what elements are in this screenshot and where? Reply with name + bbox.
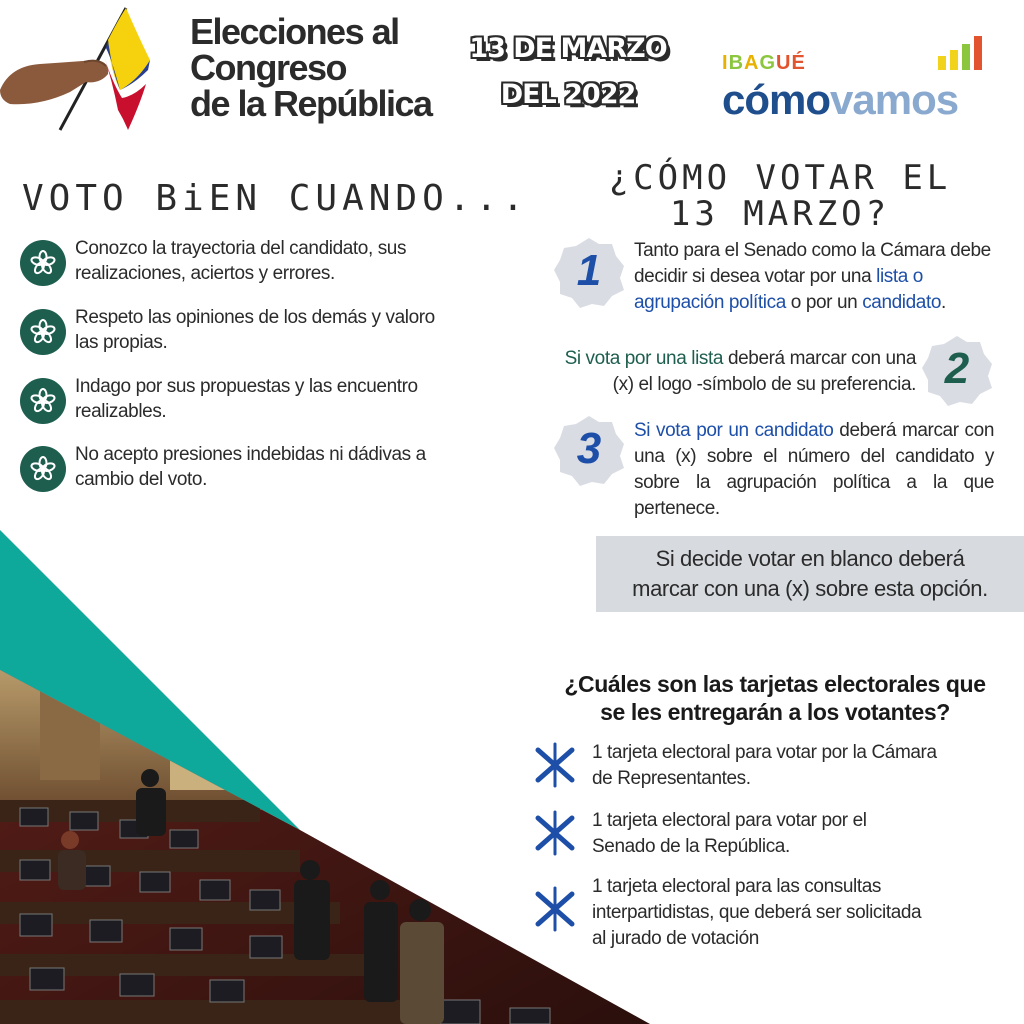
highlight-span: candidato — [862, 292, 941, 313]
card-text — [592, 740, 1002, 792]
logo-letter: B — [728, 52, 745, 74]
logo-comovamos — [722, 76, 958, 124]
logo-city-name — [722, 52, 806, 75]
logo-text-a: cómo — [722, 76, 831, 123]
title-line: de la República — [190, 83, 432, 124]
step-2-badge — [920, 334, 994, 408]
logo-text-b: vamos — [830, 76, 959, 123]
list-item — [20, 374, 450, 444]
title-line: Congreso — [190, 47, 347, 88]
step-1-badge — [552, 236, 626, 310]
ballot-cross-icon — [530, 884, 580, 934]
card-text — [592, 808, 1002, 860]
logo-letter: A — [744, 52, 760, 74]
voto-bien-title: VOTO BiEN CUANDO... — [22, 178, 529, 219]
title-line: 13 MARZO? — [669, 194, 891, 234]
step-3-badge — [552, 414, 626, 488]
asterisk-icon — [20, 378, 66, 424]
card-text — [592, 874, 1002, 952]
list-item — [530, 874, 1010, 964]
ballot-cross-icon — [530, 808, 580, 858]
text-line: de Representantes. — [592, 768, 751, 789]
text-span: . — [941, 292, 946, 313]
list-item-text: No acepto presiones indebidas ni dádivas a cambio del voto. — [75, 444, 426, 490]
list-item — [20, 305, 450, 375]
text-line: 1 tarjeta electoral para las consultas — [592, 876, 881, 897]
text-span: deberá marcar con una (x) el logo -símbolo de su preferencia. — [612, 348, 916, 395]
title-line: ¿CÓMO VOTAR EL — [608, 158, 952, 198]
list-item-text: Conozco la trayectoria del candidato, sus realizaciones, aciertos y errores. — [75, 238, 407, 284]
asterisk-icon — [20, 309, 66, 355]
asterisk-icon — [20, 446, 66, 492]
step-1-text — [634, 238, 1014, 316]
hand-flag-icon — [0, 0, 160, 140]
asterisk-icon — [20, 240, 66, 286]
text-line: 1 tarjeta electoral para votar por la Cámara — [592, 742, 937, 763]
highlight-span: lista o agrupación política — [634, 266, 923, 313]
highlight-span: Si vota por un candidato — [634, 420, 834, 441]
como-votar-title — [600, 160, 960, 232]
text-line: ¿Cuáles son las tarjetas electorales que — [564, 671, 986, 697]
step-number: 3 — [576, 424, 602, 473]
blank-vote-box — [596, 536, 1024, 612]
text-span: deberá marcar con una (x) sobre el número del candidato y sobre la agrupación política a la que pertenece. — [634, 420, 994, 519]
list-item — [20, 442, 450, 512]
text-line: Si decide votar en blanco deberá — [655, 546, 965, 571]
main-title — [190, 11, 480, 124]
list-item-text: Respeto las opiniones de los demás y valoro las propias. — [75, 307, 435, 353]
text-line: se les entregarán a los votantes? — [600, 699, 950, 725]
title-line: Elecciones al — [190, 11, 399, 52]
logo-bars-icon — [936, 36, 986, 72]
date-line: 13 DE MARZO — [469, 33, 667, 64]
text-line: al jurado de votación — [592, 928, 759, 949]
step-2-text — [556, 346, 916, 398]
election-date — [448, 26, 688, 118]
text-line: interpartidistas, que deberá ser solicitada — [592, 902, 922, 923]
logo-letter: É — [791, 52, 806, 74]
ballot-cross-icon — [530, 740, 580, 790]
date-line: DEL 2022 — [500, 79, 636, 110]
step-3-text — [634, 418, 994, 522]
text-line: marcar con una (x) sobre esta opción. — [632, 576, 988, 601]
step-number: 1 — [576, 246, 602, 295]
logo-letter: G — [759, 52, 777, 74]
text-line: Senado de la República. — [592, 836, 790, 857]
blank-vote-text — [596, 544, 1024, 604]
cards-question — [540, 670, 1010, 726]
text-span: o por un — [785, 292, 863, 313]
text-line: 1 tarjeta electoral para votar por el — [592, 810, 867, 831]
list-item-text: Indago por sus propuestas y las encuentro realizables. — [75, 376, 418, 422]
logo-letter: I — [722, 52, 729, 74]
logo-letter: U — [776, 52, 792, 74]
text-span: Tanto para el Senado como la Cámara debe decidir si desea votar por una — [634, 240, 991, 287]
highlight-span: Si vota por una lista — [564, 348, 724, 369]
step-number: 2 — [944, 344, 970, 393]
list-item — [20, 236, 450, 306]
